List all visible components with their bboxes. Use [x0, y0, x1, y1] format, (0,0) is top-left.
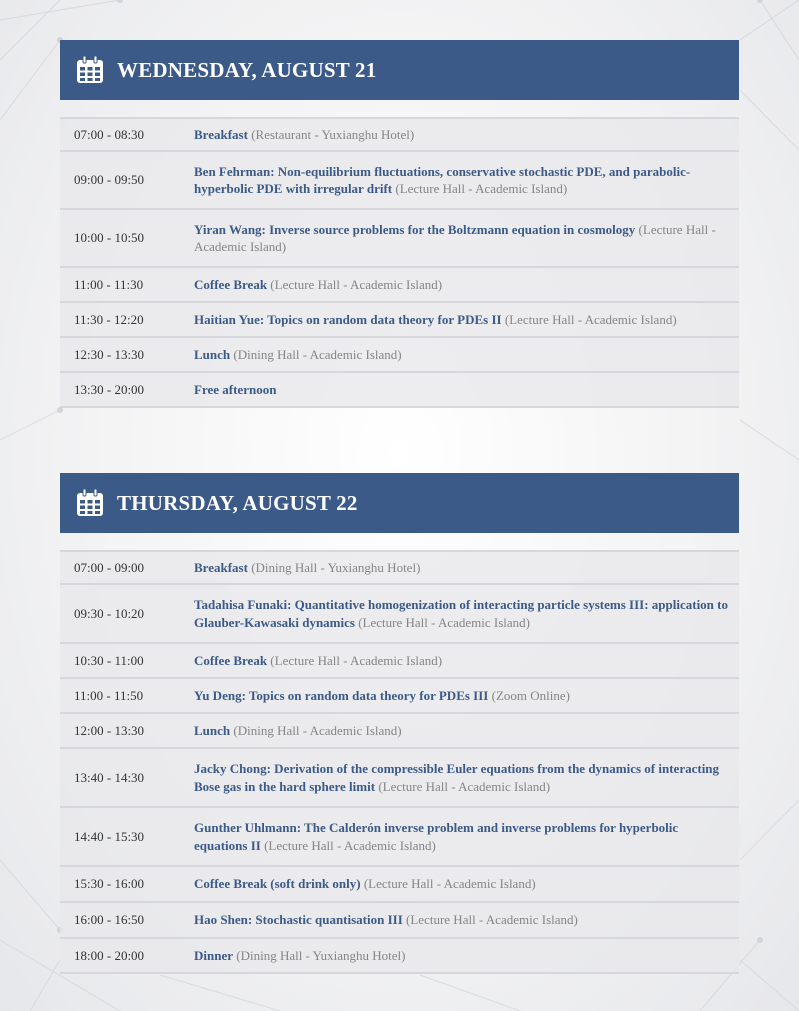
schedule-row	[60, 303, 739, 338]
session-location: (Lecture Hall - Academic Island)	[392, 181, 568, 196]
schedule-row	[60, 714, 739, 749]
session-time: 16:00 - 16:50	[74, 912, 145, 927]
session-title: Lunch	[194, 346, 231, 362]
session-location: (Lecture Hall - Academic Island)	[501, 311, 677, 327]
session-title: Yu Deng: Topics on random data theory for PDEs III	[194, 687, 489, 703]
calendar-icon	[75, 55, 105, 85]
session-location: (Lecture Hall - Academic Island)	[267, 652, 443, 668]
schedule-row	[60, 268, 739, 303]
schedule-row	[60, 552, 739, 585]
session-location: (Lecture Hall - Academic Island)	[375, 778, 551, 794]
day-header	[60, 40, 739, 100]
schedule-row	[60, 808, 739, 867]
calendar-icon	[75, 488, 105, 518]
session-time: 09:30 - 10:20	[74, 605, 145, 621]
session-title: Free afternoon	[194, 381, 277, 397]
session-time: 07:00 - 09:00	[74, 559, 145, 575]
session-time: 15:30 - 16:00	[74, 876, 145, 891]
session-time: 13:30 - 20:00	[74, 381, 145, 397]
day-section-thursday	[60, 473, 739, 974]
schedule-table	[60, 117, 739, 408]
schedule-table	[60, 550, 739, 974]
session-time: 10:00 - 10:50	[74, 230, 145, 245]
session-title: Coffee Break	[194, 276, 268, 292]
schedule-row	[60, 679, 739, 714]
schedule-row	[60, 152, 739, 210]
session-title: Jacky Chong: Derivation of the compressible Euler equations from the dynamics of interacting Bose gas in the hard sphere limit	[194, 761, 720, 794]
session-time: 07:00 - 08:30	[74, 126, 145, 142]
session-location: (Dining Hall - Yuxianghu Hotel)	[233, 947, 406, 963]
session-time: 14:40 - 15:30	[74, 828, 145, 844]
session-title: Breakfast	[194, 559, 248, 575]
session-location: (Dining Hall - Yuxianghu Hotel)	[247, 559, 421, 575]
session-title: Gunther Uhlmann: The Calderón inverse problem and inverse problems for hyperbolic equations II	[194, 820, 679, 853]
schedule-row	[60, 373, 739, 408]
session-time: 18:00 - 20:00	[74, 947, 145, 963]
session-time: 13:40 - 14:30	[74, 769, 145, 785]
session-title: Ben Fehrman: Non-equilibrium fluctuations, conservative stochastic PDE, and parabolic-hyperbolic PDE with irregular drift	[194, 163, 691, 196]
session-title: Coffee Break (soft drink only)	[194, 876, 361, 892]
session-time: 12:30 - 13:30	[74, 346, 145, 362]
session-time: 12:00 - 13:30	[74, 722, 145, 738]
session-location: (Lecture Hall - Academic Island)	[360, 876, 536, 892]
schedule-row	[60, 119, 739, 152]
session-title: Lunch	[194, 722, 231, 738]
day-header	[60, 473, 739, 533]
session-time: 09:00 - 09:50	[74, 172, 145, 187]
session-location: (Restaurant - Yuxianghu Hotel)	[247, 126, 415, 142]
session-title: Tadahisa Funaki: Quantitative homogenization of interacting particle systems III: application to Glauber-Kawasaki dynamics	[194, 597, 728, 630]
schedule-row	[60, 903, 739, 939]
session-title: Hao Shen: Stochastic quantisation III	[194, 912, 403, 928]
session-title: Coffee Break	[194, 652, 268, 668]
session-time: 11:30 - 12:20	[74, 311, 144, 327]
day-section-wednesday	[60, 40, 739, 408]
schedule-row	[60, 585, 739, 644]
session-title: Haitian Yue: Topics on random data theory for PDEs II	[194, 311, 502, 327]
session-title: Dinner	[194, 947, 233, 963]
session-time: 11:00 - 11:30	[74, 276, 144, 292]
schedule-row	[60, 338, 739, 373]
schedule-row	[60, 939, 739, 974]
day-title: THURSDAY, AUGUST 22	[117, 490, 358, 515]
session-location: (Dining Hall - Academic Island)	[230, 722, 402, 738]
schedule-row	[60, 749, 739, 808]
session-location: (Lecture Hall - Academic Island)	[194, 221, 716, 254]
session-location: (Lecture Hall - Academic Island)	[402, 912, 578, 928]
schedule-row	[60, 644, 739, 679]
session-location: (Lecture Hall - Academic Island)	[267, 276, 443, 292]
session-title: Breakfast	[194, 126, 248, 142]
session-time: 11:00 - 11:50	[74, 687, 144, 703]
session-location: (Dining Hall - Academic Island)	[230, 346, 402, 362]
session-location: (Lecture Hall - Academic Island)	[260, 837, 436, 853]
schedule-row	[60, 210, 739, 268]
session-location: (Zoom Online)	[488, 687, 570, 703]
day-title: WEDNESDAY, AUGUST 21	[117, 57, 377, 82]
session-title: Yiran Wang: Inverse source problems for the Boltzmann equation in cosmology	[194, 221, 636, 237]
schedule-row	[60, 867, 739, 903]
session-time: 10:30 - 11:00	[74, 652, 144, 668]
session-location: (Lecture Hall - Academic Island)	[354, 614, 531, 630]
